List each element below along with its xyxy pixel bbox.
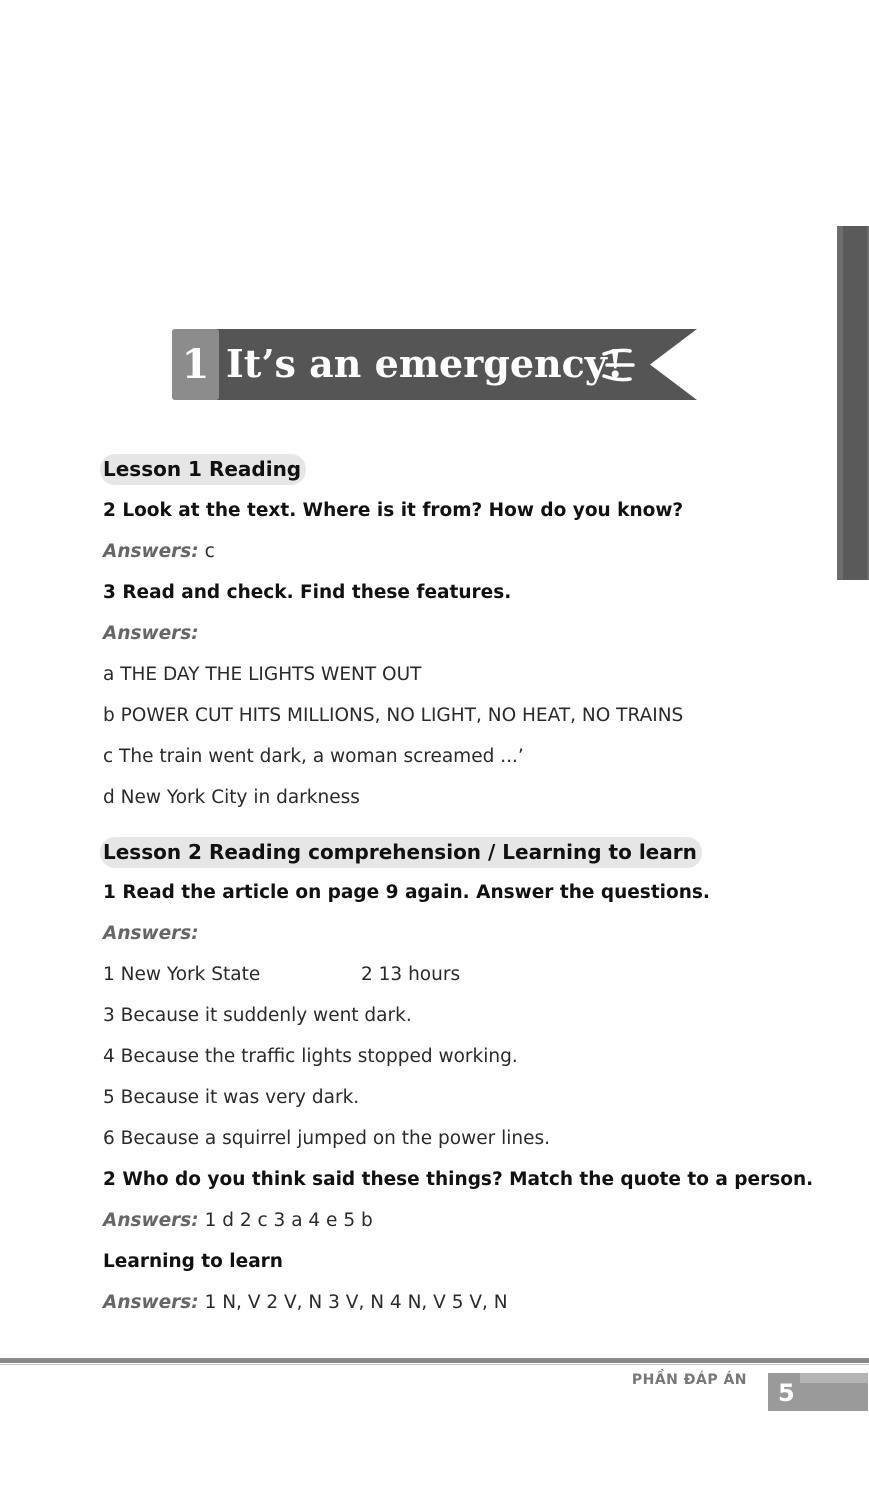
lesson2-heading: Lesson 2 Reading comprehension / Learning to learn [100,837,702,868]
lesson2-question-2: 2 Who do you think said these things? Match the quote to a person. [103,1169,814,1190]
answers-label: Answers: [103,1292,199,1313]
answer-line: 2 13 hours [361,964,461,985]
footer-rule-thin [0,1364,869,1365]
lesson1-question-2: 2 Look at the text. Where is it from? How do you know? [103,500,684,521]
lesson2-q2-answer [103,1209,373,1233]
answer-line: 3 Because it suddenly went dark. [103,1005,412,1026]
answers-label: Answers: [103,1210,199,1231]
answer-value: c [204,541,215,562]
feature-line: b POWER CUT HITS MILLIONS, NO LIGHT, NO HEAT, NO TRAINS [103,705,684,726]
learning-to-learn-heading: Learning to learn [103,1251,283,1272]
answers-label: Answers: [103,923,199,944]
lesson2-question-1: 1 Read the article on page 9 again. Answer the questions. [103,882,710,903]
answer-line: 6 Because a squirrel jumped on the power lines. [103,1128,550,1149]
lesson1-question-3: 3 Read and check. Find these features. [103,582,512,603]
unit-number: 1 [181,341,210,388]
side-tab-inner [843,226,867,580]
answer-line: 5 Because it was very dark. [103,1087,360,1108]
footer-rule [0,1358,869,1363]
answers-label: Answers: [103,541,199,562]
answer-line: 4 Because the traffic lights stopped working. [103,1046,518,1067]
feature-line: c The train went dark, a woman screamed ...’ [103,746,524,767]
answer-line: 1 New York State [103,964,261,985]
answers-label: Answers: [103,623,199,644]
lesson1-heading: Lesson 1 Reading [100,454,306,485]
learning-to-learn-answer [103,1291,508,1315]
lesson2-q1-answer [103,922,199,946]
answer-value: 1 d 2 c 3 a 4 e 5 b [204,1210,373,1231]
footer-section-label: PHẦN ĐÁP ÁN [631,1372,747,1388]
page-number: 5 [778,1379,795,1407]
feature-line: d New York City in darkness [103,787,360,808]
lesson1-q3-answer [103,622,199,646]
unit-title: It’s an emergency! [226,341,624,386]
page-number-box-shine [800,1373,868,1383]
lesson1-q2-answer [103,540,215,564]
feature-line: a THE DAY THE LIGHTS WENT OUT [103,664,422,685]
answer-value: 1 N, V 2 V, N 3 V, N 4 N, V 5 V, N [204,1292,508,1313]
